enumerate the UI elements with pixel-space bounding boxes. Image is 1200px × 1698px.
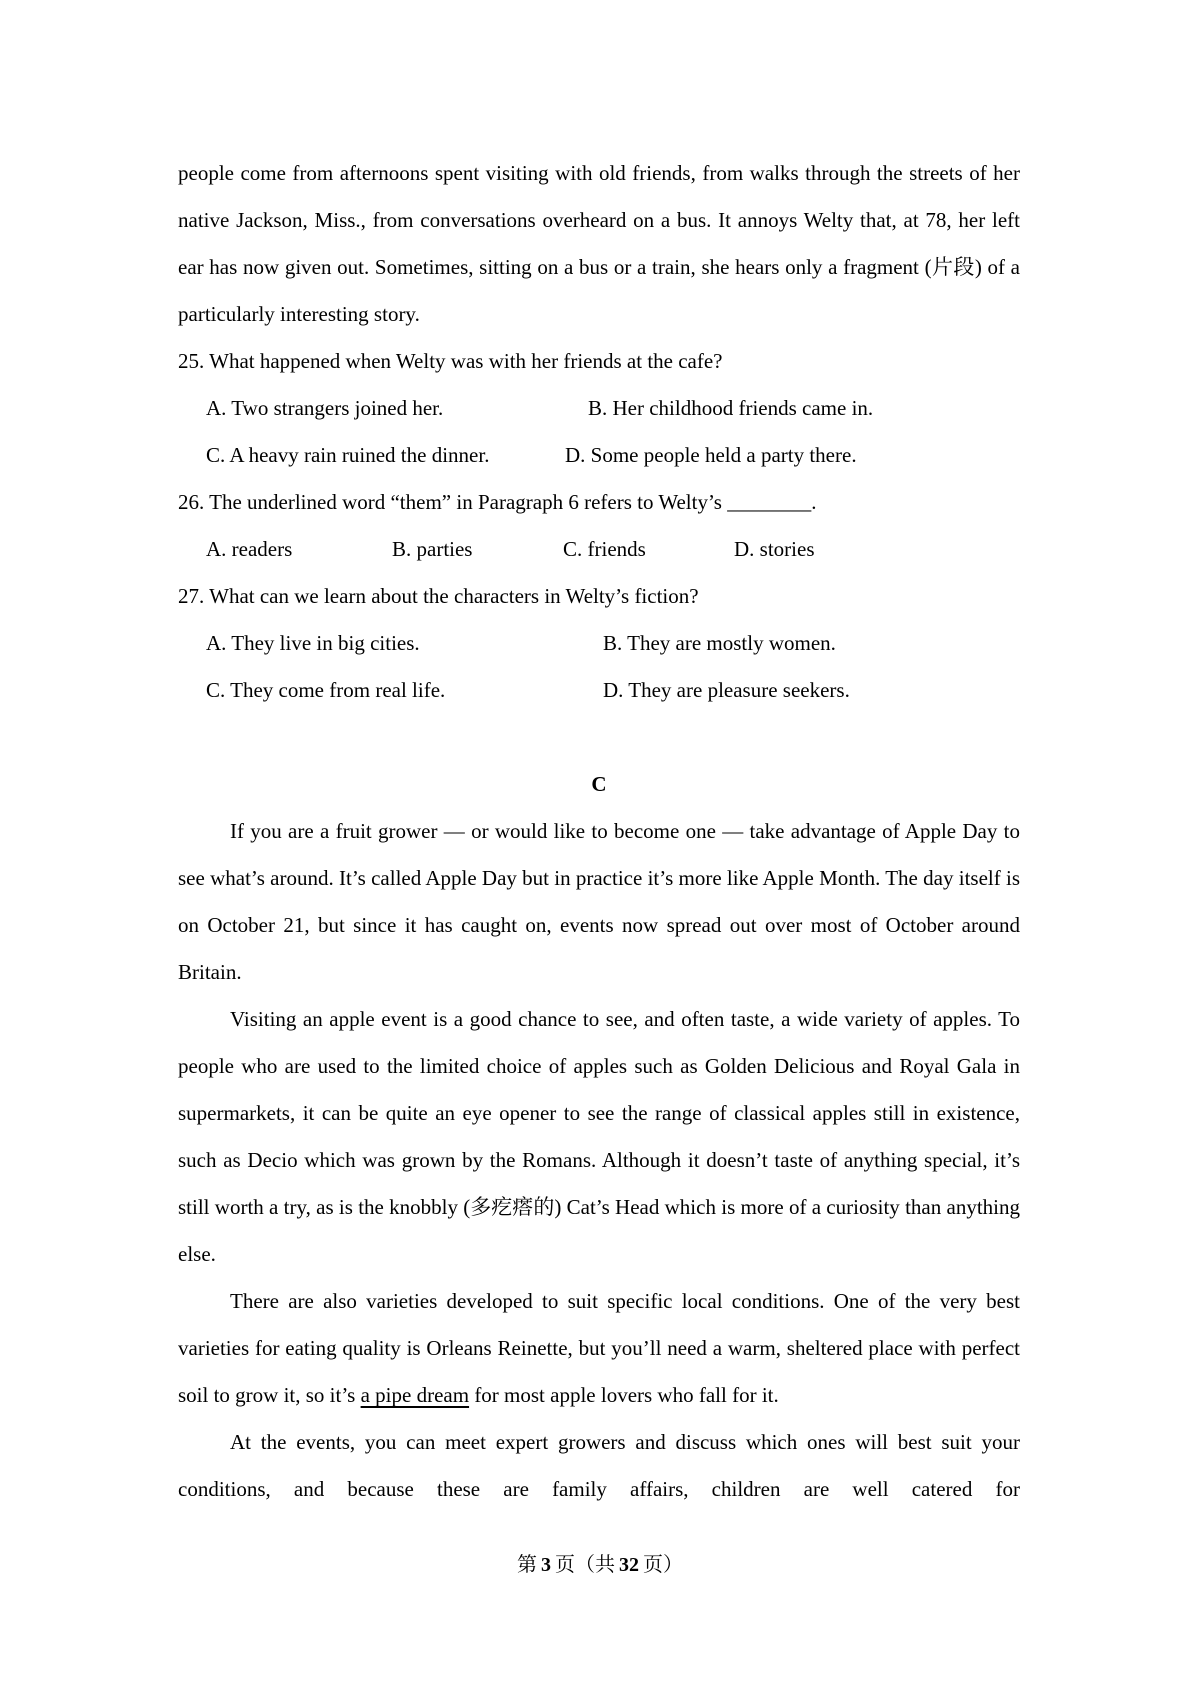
question-25-options-row-1 (178, 385, 1020, 432)
section-c-paragraph-1: If you are a fruit grower — or would like to become one — take advantage of Apple Day to see what’s around. It’s called Apple Day but in practice it’s more like Apple Month. The day itself is on October 21, but since it has caught on, events now spread out over most of October around Britain. (178, 819, 1020, 984)
question-26-stem: 26. The underlined word “them” in Paragraph 6 refers to Welty’s ________. (178, 490, 817, 514)
underlined-phrase-a-pipe-dream: a pipe dream (360, 1383, 470, 1407)
option-27-c: C. They come from real life. (206, 678, 446, 702)
footer-suffix: 页） (643, 1554, 683, 1576)
page-number: 3 (541, 1554, 551, 1576)
page-footer (0, 1552, 1200, 1578)
option-25-b: B. Her childhood friends came in. (588, 396, 874, 420)
question-26-options-row (178, 526, 1020, 573)
option-25-a: A. Two strangers joined her. (206, 396, 444, 420)
question-25-stem: 25. What happened when Welty was with her friends at the cafe? (178, 349, 723, 373)
option-26-c: C. friends (563, 537, 646, 561)
footer-middle: 页（共 (555, 1554, 615, 1576)
question-27 (178, 573, 1020, 714)
option-27-b: B. They are mostly women. (603, 631, 836, 655)
option-26-a: A. readers (206, 537, 293, 561)
question-25-options-row-2 (178, 432, 1020, 479)
option-25-c: C. A heavy rain ruined the dinner. (206, 443, 490, 467)
section-c-heading: C (591, 772, 607, 796)
section-c-paragraph-2: Visiting an apple event is a good chance to see, and often taste, a wide variety of apples. To people who are used to the limited choice of apples such as Golden Delicious and Royal Gala in supermarkets, it can be quite an eye opener to see the range of classical apples still in existence, such as Decio which was grown by the Romans. Although it doesn’t taste of anything special, it’s still worth a try, as is the knobbly (多疙瘩的) Cat’s Head which is more of a curiosity than anything else. (178, 1007, 1020, 1266)
total-pages: 32 (619, 1554, 639, 1576)
question-27-options-row-2 (178, 667, 1020, 714)
paragraph-3-text-after: for most apple lovers who fall for it. (469, 1383, 779, 1407)
passage-b-continuation: people come from afternoons spent visiting with old friends, from walks through the streets of her native Jackson, Miss., from conversations overheard on a bus. It annoys Welty that, at 78, her left ear has now given out. Sometimes, sitting on a bus or a train, she hears only a fragment (片段) of a particularly interesting story. (178, 161, 1020, 326)
option-27-d: D. They are pleasure seekers. (603, 678, 850, 702)
question-25 (178, 338, 1020, 479)
section-c-paragraph-3 (178, 1278, 1020, 1419)
section-c-paragraph-4: At the events, you can meet expert growers and discuss which ones will best suit your conditions, and because these are family affairs, children are well catered for (178, 1430, 1020, 1501)
footer-prefix: 第 (517, 1554, 537, 1576)
option-26-b: B. parties (392, 537, 473, 561)
option-25-d: D. Some people held a party there. (565, 443, 857, 467)
option-26-d: D. stories (734, 537, 815, 561)
question-27-options-row-1 (178, 620, 1020, 667)
question-27-stem: 27. What can we learn about the characters in Welty’s fiction? (178, 584, 699, 608)
page-content (178, 150, 1020, 1513)
question-26 (178, 479, 1020, 573)
paragraph-3-text-before: There are also varieties developed to suit specific local conditions. One of the very best varieties for eating quality is Orleans Reinette, but you’ll need a warm, sheltered place with perfect soil to grow it, so it’s (178, 1289, 1020, 1407)
option-27-a: A. They live in big cities. (206, 631, 420, 655)
